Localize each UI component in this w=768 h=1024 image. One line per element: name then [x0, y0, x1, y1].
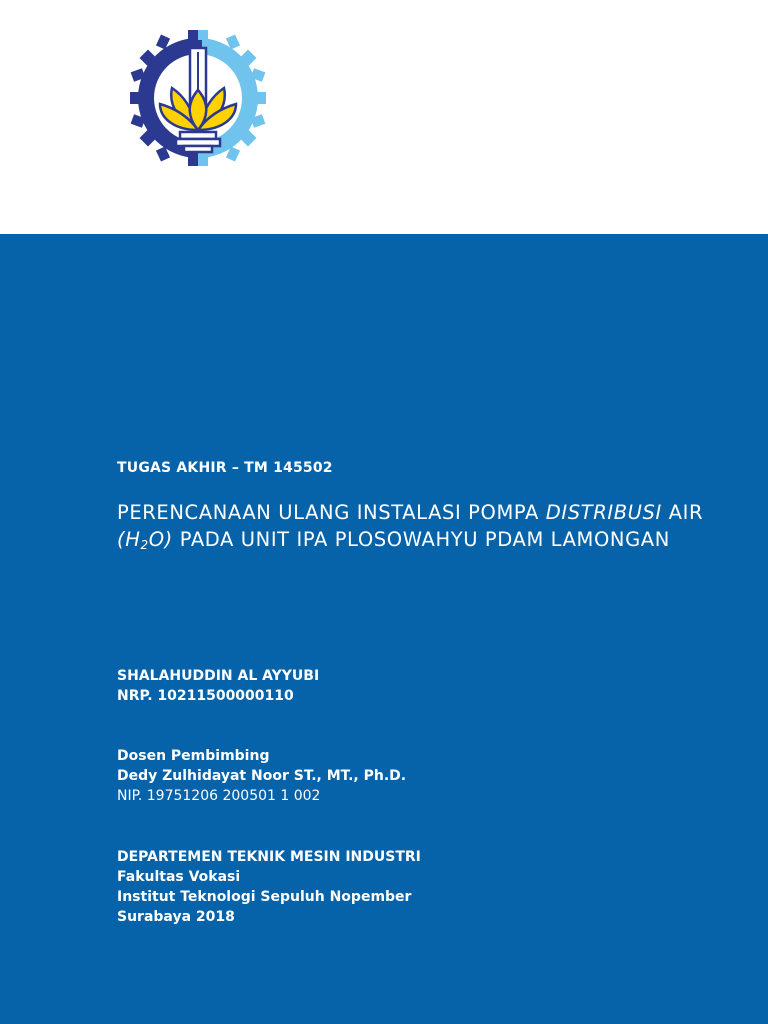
title-text-1: PERENCANAAN ULANG INSTALASI POMPA — [117, 501, 546, 524]
cover-panel — [0, 234, 768, 1024]
author-name: SHALAHUDDIN AL AYYUBI — [117, 668, 320, 684]
author-nrp: NRP. 10211500000110 — [117, 688, 294, 704]
department-name: DEPARTEMEN TEKNIK MESIN INDUSTRI — [117, 849, 421, 865]
city-year: Surabaya 2018 — [117, 909, 235, 925]
institute-name: Institut Teknologi Sepuluh Nopember — [117, 889, 412, 905]
supervisor-name: Dedy Zulhidayat Noor ST., MT., Ph.D. — [117, 768, 407, 784]
document-label: TUGAS AKHIR – TM 145502 — [117, 460, 333, 476]
document-title — [117, 499, 757, 553]
supervisor-label: Dosen Pembimbing — [117, 748, 270, 764]
supervisor-nip: NIP. 19751206 200501 1 002 — [117, 788, 321, 804]
its-gear-lotus-icon — [128, 30, 268, 166]
formula-close: O) — [148, 528, 173, 551]
institution-block — [117, 847, 421, 927]
supervisor-block — [117, 746, 406, 806]
faculty-name: Fakultas Vokasi — [117, 869, 241, 885]
lotus — [160, 88, 236, 130]
title-text-2: AIR — [661, 501, 704, 524]
formula-subscript: 2 — [140, 538, 149, 552]
author-block — [117, 666, 319, 706]
formula-open: (H — [117, 528, 141, 551]
title-text-3: PADA UNIT IPA PLOSOWAHYU PDAM LAMONGAN — [172, 528, 670, 551]
chemical-formula — [117, 528, 173, 551]
header-area — [0, 0, 768, 234]
title-text-italic: DISTRIBUSI — [545, 501, 662, 524]
